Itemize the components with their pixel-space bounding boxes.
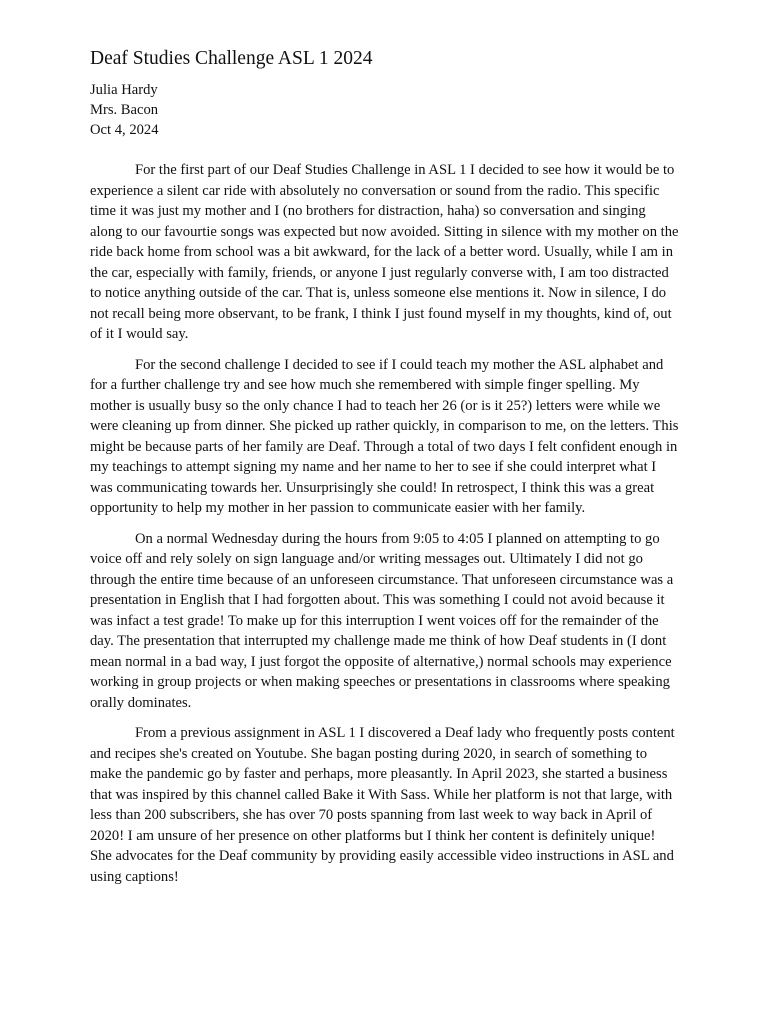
body-paragraph: From a previous assignment in ASL 1 I discovered a Deaf lady who frequently posts content and recipes she's created on Youtube. She bagan posting during 2020, in search of something to make the pandemic go by faster and perhaps, more pleasantly. In April 2023, she started a business that was inspired by this channel called Bake it With Sass. While her platform is not that large, with less than 200 subscribers, she has over 70 posts spanning from last week to way back in April of 2020! I am unsure of her presence on other platforms but I think her content is definitely unique! She advocates for the Deaf community by providing easily accessible video instructions in ASL and using captions!: [90, 725, 675, 885]
document-title: Deaf Studies Challenge ASL 1 2024: [90, 48, 373, 69]
body-paragraph: For the first part of our Deaf Studies Challenge in ASL 1 I decided to see how it would be to experience a silent car ride with absolutely no conversation or sound from the radio. This specific time it was just my mother and I (no brothers for distraction, haha) so conversation and singing along to our favourtie songs was expected but now avoided. Sitting in silence with my mother on the ride back home from school was a bit awkward, for the lack of a better word. Usually, while I am in the car, especially with family, friends, or anyone I just regularly converse with, I am too distracted to notice anything outside of the car. That is, unless someone else mentions it. Now in silence, I do not recall being more observant, to be frank, I think I just found myself in my thoughts, kind of, out of it I would say.: [90, 162, 679, 342]
document-date: Oct 4, 2024: [90, 122, 159, 138]
body-paragraph: For the second challenge I decided to see if I could teach my mother the ASL alphabet and for a further challenge try and see how much she remembered with simple finger spelling. My mother is usually busy so the only chance I had to teach her 26 (or is it 25?) letters were while we were cleaning up from dinner. She picked up rather quickly, in comparison to me, on the letters. This might be because parts of her family are Deaf. Through a total of two days I felt confident enough in my teachings to attempt signing my name and her name to her to see if she could interpret what I was communicating towards her. Unsurprisingly she could! In retrospect, I think this was a great opportunity to help my mother in her passion to communicate easier with her family.: [90, 356, 679, 516]
document-body: [90, 160, 680, 897]
body-paragraph: On a normal Wednesday during the hours from 9:05 to 4:05 I planned on attempting to go voice off and rely solely on sign language and/or writing messages out. Ultimately I did not go through the entire time because of an unforeseen circumstance. That unforeseen circumstance was a presentation in English that I had forgotten about. This was something I could not avoid because it was infact a test grade! To make up for this interruption I went voices off for the remainder of the day. The presentation that interrupted my challenge made me think of how Deaf students in (I dont mean normal in a bad way, I just forgot the opposite of alternative,) normal schools may experience working in group projects or when making speeches or presentations in classrooms where speaking orally dominates.: [90, 530, 674, 711]
student-name: Julia Hardy: [90, 82, 158, 98]
teacher-name: Mrs. Bacon: [90, 102, 159, 118]
